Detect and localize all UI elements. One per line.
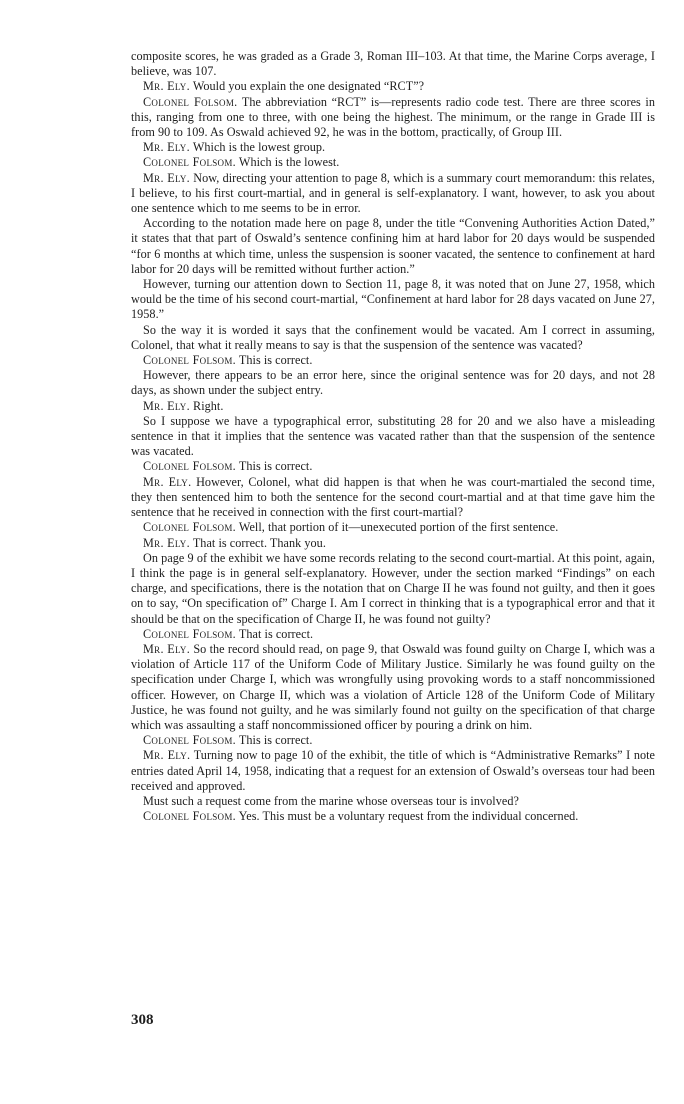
speaker-name: Colonel Folsom. [143, 155, 236, 170]
speaker-name: Mr. Ely. [143, 474, 192, 489]
transcript-paragraph [131, 748, 655, 794]
transcript-paragraph [131, 49, 655, 79]
paragraph-text: The abbreviation “RCT” is—represents radio code test. There are three scores in this, ranging from one to three, with one being the highest. The minimum, or the range in Grade III is from 90 to 109. As Oswald achieved 92, he was in the bottom, practically, of Group III. [131, 94, 655, 140]
paragraph-text: Would you explain the one designated “RCT”? [192, 79, 425, 94]
transcript-paragraph [131, 79, 655, 94]
transcript-paragraph [131, 368, 655, 398]
paragraph-text: So I suppose we have a typographical error, substituting 28 for 20 and we also have a misleading sentence in that it implies that the sentence was vacated rather than that the suspension of the sentence was vacated. [131, 413, 655, 459]
transcript-paragraph [131, 459, 655, 474]
transcript-paragraph [131, 536, 655, 551]
page-number: 308 [131, 1012, 154, 1028]
paragraph-text: composite scores, he was graded as a Grade 3, Roman III–103. At that time, the Marine Corps average, I believe, was 107. [131, 49, 655, 79]
transcript-paragraph [131, 809, 655, 824]
paragraph-text: So the record should read, on page 9, that Oswald was found guilty on Charge I, which was a violation of Article 117 of the Uniform Code of Military Justice. Similarly he was found guilty on the specification under Charge I, which was wrongfully using provoking words to a staff noncommissioned officer. However, on Charge II, which was a violation of Article 128 of the Uniform Code of Military Justice, he was found not guilty, and he was similarly found not guilty on the specification of that charge which was assaulting a staff noncommissioned officer by pouring a drink on him. [131, 641, 655, 732]
transcript-paragraph [131, 399, 655, 414]
paragraph-text: This is correct. [238, 459, 313, 474]
paragraph-text: Right. [193, 398, 224, 413]
speaker-name: Mr. Ely. [143, 79, 190, 94]
paragraph-text: That is correct. [238, 626, 314, 641]
speaker-name: Mr. Ely. [143, 398, 190, 413]
speaker-name: Colonel Folsom. [143, 626, 236, 641]
speaker-name: Mr. Ely. [143, 535, 190, 550]
transcript-paragraph [131, 353, 655, 368]
transcript-paragraph [131, 323, 655, 353]
transcript-paragraph [131, 627, 655, 642]
speaker-name: Colonel Folsom. [143, 459, 236, 474]
transcript-paragraph [131, 277, 655, 323]
transcript-paragraph [131, 140, 655, 155]
paragraph-text: This is correct. [238, 733, 313, 748]
paragraph-text: That is correct. Thank you. [192, 535, 326, 550]
transcript-paragraph [131, 733, 655, 748]
paragraph-text: However, Colonel, what did happen is that when he was court-martialed the second time, they then sentenced him to both the sentence for the second court-martial and at that time gave him the sentence that he received in connection with the first court-martial? [131, 474, 655, 520]
paragraph-text: According to the notation made here on page 8, under the title “Convening Authorities Action Dated,” it states that that part of Oswald’s sentence confining him at hard labor for 20 days would be suspended “for 6 months at which time, unless the suspension is sooner vacated, the sentence to confinement at hard labor for 20 days will be remitted without further action.” [131, 216, 655, 276]
speaker-name: Mr. Ely. [143, 170, 191, 185]
paragraph-text: Which is the lowest group. [192, 140, 326, 155]
speaker-name: Mr. Ely. [143, 748, 191, 763]
paragraph-text: On page 9 of the exhibit we have some records relating to the second court-martial. At this point, again, I think the page is in general self-explanatory. However, under the section marked “Findings” on each charge, and specifications, there is the notation that on Charge II he was found not guilty, and then it goes on to say, “On specification of” Charge I. Am I correct in thinking that is a typographical error and that it should be that on the specification of Charge II, he was found not guilty? [131, 550, 655, 626]
transcript-paragraph [131, 216, 655, 277]
transcript-paragraph [131, 794, 655, 809]
paragraph-text: Which is the lowest. [238, 155, 340, 170]
paragraph-text: Turning now to page 10 of the exhibit, the title of which is “Administrative Remarks” I note entries dated April 14, 1958, indicating that a request for an extension of Oswald’s overseas tour had been received and approved. [131, 748, 656, 793]
transcript-paragraph [131, 475, 655, 521]
transcript-paragraph [131, 171, 655, 217]
transcript-paragraph [131, 520, 655, 535]
transcript-paragraph [131, 414, 655, 460]
speaker-name: Colonel Folsom. [143, 353, 236, 368]
transcript-paragraph [131, 95, 655, 141]
speaker-name: Mr. Ely. [143, 140, 190, 155]
paragraph-text: Must such a request come from the marine whose overseas tour is involved? [143, 793, 519, 808]
paragraph-text: This is correct. [238, 353, 313, 368]
paragraph-text: However, there appears to be an error here, since the original sentence was for 20 days, and not 28 days, as shown under the subject entry. [131, 368, 655, 398]
speaker-name: Colonel Folsom. [143, 520, 236, 535]
paragraph-text: However, turning our attention down to Section 11, page 8, it was noted that on June 27, 1958, which would be the time of his second court-martial, “Confinement at hard labor for 28 days vacated on June 27, 1958.” [131, 277, 655, 322]
transcript-page [131, 49, 655, 824]
paragraph-text: Now, directing your attention to page 8, which is a summary court memorandum: this relates, I believe, to his first court-martial, and in general is self-explanatory. I want, however, to ask you about one sentence which to me seems to be in error. [131, 170, 655, 216]
paragraph-text: Well, that portion of it—unexecuted portion of the first sentence. [238, 520, 559, 535]
speaker-name: Mr. Ely. [143, 641, 191, 656]
speaker-name: Colonel Folsom. [143, 94, 238, 109]
paragraph-text: Yes. This must be a voluntary request from the individual concerned. [238, 809, 579, 824]
speaker-name: Colonel Folsom. [143, 809, 236, 824]
speaker-name: Colonel Folsom. [143, 733, 236, 748]
transcript-paragraph [131, 642, 655, 733]
paragraph-text: So the way it is worded it says that the confinement would be vacated. Am I correct in assuming, Colonel, that what it really means to say is that the suspension of the sentence was vacated? [131, 322, 655, 352]
transcript-paragraph [131, 551, 655, 627]
transcript-paragraph [131, 155, 655, 170]
